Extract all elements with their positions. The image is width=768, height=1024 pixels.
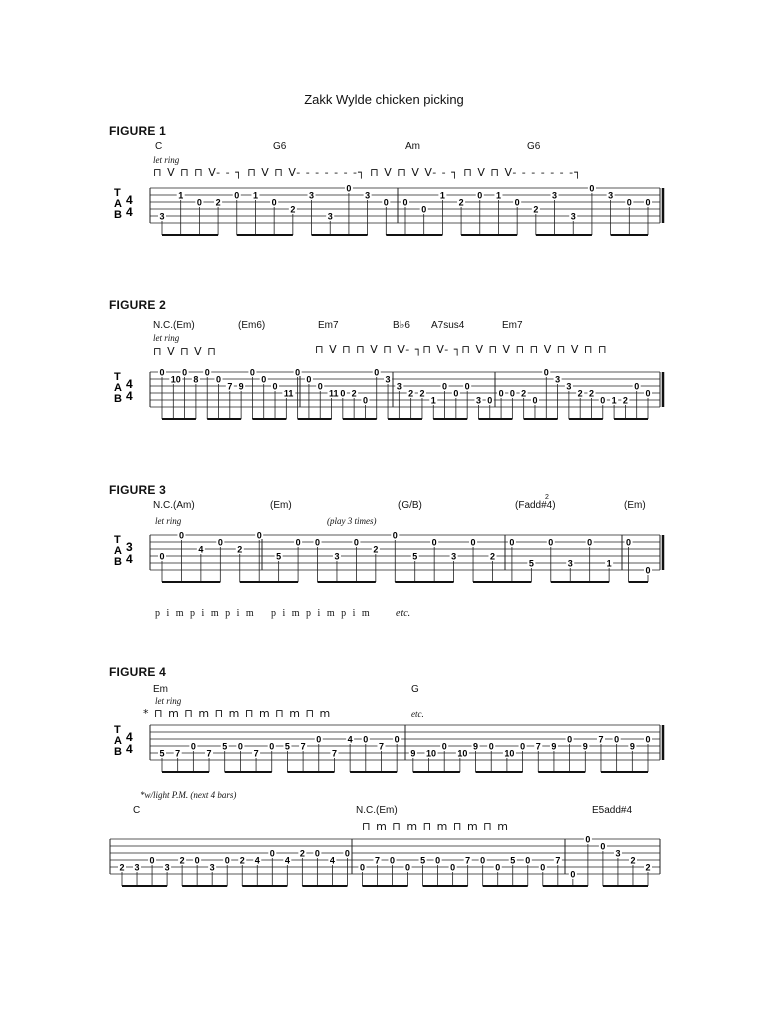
fret-number: 5 [412, 551, 418, 562]
fret-number: 0 [317, 381, 323, 392]
fret-number: 4 [198, 544, 204, 555]
fret-number: 7 [300, 741, 306, 752]
fret-number: 0 [645, 734, 651, 745]
time-signature-bottom: 4 [126, 205, 133, 219]
fret-number: 0 [532, 395, 538, 406]
fret-number: 10 [426, 748, 437, 759]
fret-number: 0 [383, 197, 389, 208]
fret-number: 1 [611, 395, 617, 406]
fret-number: 0 [421, 204, 427, 215]
fret-number: 5 [276, 551, 282, 562]
fret-number: 2 [577, 388, 583, 399]
fret-number: 0 [314, 848, 320, 859]
chord-symbol: Em7 [318, 320, 339, 331]
fret-number: 7 [175, 748, 181, 759]
fret-number: 2 [299, 848, 305, 859]
tab-staff [0, 721, 768, 791]
fret-number: 0 [237, 741, 243, 752]
figure-4 [0, 665, 768, 925]
pick-strokes: ⊓ m ⊓ m ⊓ m ⊓ m ⊓ m [362, 820, 509, 833]
fret-number: 7 [374, 855, 381, 866]
fret-number: 0 [600, 841, 606, 852]
chord-symbol: C [133, 805, 141, 816]
fret-number: 9 [473, 741, 479, 752]
fret-number: 0 [363, 734, 369, 745]
fret-number: 2 [408, 388, 414, 399]
fret-number: 10 [170, 374, 181, 385]
fret-number: 9 [629, 741, 635, 752]
chord-symbol: (Em6) [238, 320, 266, 331]
fret-number: 4 [347, 734, 353, 745]
fret-number: 0 [567, 734, 573, 745]
fret-number: 8 [193, 374, 199, 385]
fret-number: 0 [548, 537, 554, 548]
figure-label: FIGURE 3 [109, 483, 166, 497]
fret-number: 0 [431, 537, 437, 548]
fret-number: 0 [249, 367, 255, 378]
fret-number: 0 [645, 388, 651, 399]
fret-number: 2 [489, 551, 495, 562]
pick-strokes: ⊓ V ⊓ ⊓ V- - ┐ ⊓ V ⊓ V- - - - - - -┐ ⊓ V ⊓ V V- - ┐ ⊓ V ⊓ V- - - - - - -┐ [153, 166, 582, 179]
fret-number: 9 [238, 381, 244, 392]
chord-symbol: C [155, 141, 163, 152]
tab-clef-letter: A [114, 382, 122, 394]
fret-number: 3 [209, 862, 215, 873]
fret-number: 0 [441, 741, 447, 752]
fret-number: 0 [520, 741, 526, 752]
fret-number: 0 [269, 741, 275, 752]
fret-number: 7 [535, 741, 541, 752]
fret-number: 2 [419, 388, 425, 399]
fret-number: 0 [392, 530, 398, 541]
fret-number: 7 [227, 381, 233, 392]
fret-number: 0 [525, 855, 531, 866]
fret-number: 0 [570, 869, 576, 880]
figure-label: FIGURE 1 [109, 124, 166, 138]
time-signature-bottom: 4 [126, 389, 133, 403]
chord-symbol: N.C.(Em) [153, 320, 195, 331]
time-signature-top: 3 [126, 540, 133, 554]
fret-number: 3 [615, 848, 621, 859]
fret-number: 3 [451, 551, 457, 562]
fingering-pattern: p i m p i m p i m [155, 608, 256, 619]
fret-number: 3 [164, 862, 170, 873]
fret-number: 2 [119, 862, 125, 873]
fret-number: 3 [570, 211, 576, 222]
fret-number: 3 [396, 381, 402, 392]
chord-symbol: E5add#4 [592, 805, 633, 816]
fret-number: 5 [222, 741, 228, 752]
fret-number: 0 [587, 537, 593, 548]
fret-number: 7 [206, 748, 212, 759]
fret-number: 0 [374, 367, 380, 378]
fret-number: 0 [614, 734, 620, 745]
fret-number: 3 [334, 551, 340, 562]
fret-number: 0 [190, 741, 196, 752]
fret-number: 7 [555, 855, 561, 866]
time-signature-bottom: 4 [126, 742, 133, 756]
let-ring-marking: let ring [155, 696, 182, 706]
fret-number: 3 [327, 211, 333, 222]
fret-number: 0 [495, 862, 501, 873]
fret-number: 2 [239, 855, 245, 866]
let-ring-marking: let ring [153, 333, 180, 343]
fret-number: 2 [351, 388, 357, 399]
fret-number: 3 [608, 190, 614, 201]
chord-symbol: N.C.(Em) [356, 805, 398, 816]
fret-number: 0 [543, 367, 549, 378]
let-ring-marking: let ring [153, 155, 180, 165]
fret-number: 0 [453, 388, 459, 399]
fret-number: 0 [295, 367, 301, 378]
fret-number: 5 [510, 855, 516, 866]
fret-number: 0 [585, 834, 591, 845]
tab-clef-letter: T [114, 534, 121, 546]
fret-number: 9 [410, 748, 416, 759]
fret-number: 3 [555, 374, 561, 385]
pick-strokes: * ⊓ m ⊓ m ⊓ m ⊓ m ⊓ m ⊓ m [143, 707, 332, 720]
fret-number: 0 [216, 374, 222, 385]
fret-number: 3 [385, 374, 391, 385]
fret-number: 0 [344, 848, 350, 859]
chord-superscript: 2 [545, 494, 549, 501]
fret-number: 7 [378, 741, 384, 752]
fret-number: 10 [504, 748, 515, 759]
fret-number: 0 [394, 734, 400, 745]
fret-number: 0 [390, 855, 396, 866]
chord-symbol: B♭6 [393, 320, 410, 331]
fret-number: 4 [329, 855, 335, 866]
tab-clef-letter: B [114, 746, 122, 758]
fret-number: 0 [217, 537, 223, 548]
fret-number: 3 [566, 381, 572, 392]
fret-number: 9 [551, 741, 557, 752]
fret-number: 1 [439, 190, 445, 201]
time-signature-top: 4 [126, 193, 133, 207]
fret-number: 0 [149, 855, 155, 866]
fret-number: 2 [458, 197, 464, 208]
fret-number: 0 [182, 367, 188, 378]
fret-number: 2 [521, 388, 527, 399]
fret-number: 0 [626, 537, 632, 548]
tab-clef-letter: A [114, 735, 122, 747]
chord-symbol: G [411, 684, 419, 695]
tab-clef-letter: T [114, 371, 121, 383]
fret-number: 3 [552, 190, 558, 201]
fret-number: 11 [329, 388, 339, 399]
fret-number: 7 [253, 748, 259, 759]
fingering-pattern: p i m p i m p i m [271, 608, 372, 619]
fret-number: 0 [477, 190, 483, 201]
fret-number: 2 [588, 388, 595, 399]
etc-marking: etc. [396, 608, 411, 619]
fret-number: 4 [284, 855, 290, 866]
chord-symbol: Em [153, 684, 168, 695]
fret-number: 0 [159, 367, 165, 378]
time-signature-top: 4 [126, 730, 133, 744]
fret-number: 9 [582, 741, 588, 752]
fret-number: 0 [269, 848, 275, 859]
fret-number: 0 [362, 395, 368, 406]
fret-number: 0 [234, 190, 240, 201]
fret-number: 0 [464, 381, 470, 392]
fret-number: 0 [645, 565, 651, 576]
fret-number: 4 [254, 855, 260, 866]
figure-2 [0, 298, 768, 438]
fret-number: 0 [306, 374, 312, 385]
chord-symbol: (Em) [270, 500, 292, 511]
fret-number: 2 [533, 204, 539, 215]
fret-number: 3 [159, 211, 165, 222]
time-signature-top: 4 [126, 377, 133, 391]
let-ring-marking: let ring [155, 516, 182, 526]
fret-number: 0 [540, 862, 546, 873]
chord-symbol: A7sus4 [431, 320, 465, 331]
palm-mute-marking: *w/light P.M. (next 4 bars) [140, 790, 237, 800]
chord-symbol: N.C.(Am) [153, 500, 195, 511]
fret-number: 0 [159, 551, 165, 562]
fret-number: 5 [420, 855, 426, 866]
fret-number: 3 [309, 190, 315, 201]
fret-number: 3 [475, 395, 481, 406]
fret-number: 0 [645, 197, 651, 208]
fret-number: 0 [442, 381, 448, 392]
fret-number: 0 [353, 537, 359, 548]
fret-number: 0 [346, 183, 352, 194]
fret-number: 2 [290, 204, 296, 215]
fret-number: 0 [402, 197, 408, 208]
fret-number: 2 [179, 855, 185, 866]
fret-number: 0 [488, 741, 494, 752]
fret-number: 7 [598, 734, 604, 745]
fret-number: 0 [194, 855, 200, 866]
figure-3 [0, 483, 768, 628]
figure-label: FIGURE 2 [109, 298, 166, 312]
fret-number: 0 [272, 381, 278, 392]
tab-clef-letter: B [114, 209, 122, 221]
fret-number: 1 [495, 190, 501, 201]
page-title: Zakk Wylde chicken picking [304, 92, 464, 107]
fret-number: 2 [622, 395, 628, 406]
tab-clef-letter: B [114, 556, 122, 568]
etc-marking: etc. [411, 709, 424, 719]
fret-number: 0 [480, 855, 486, 866]
fret-number: 0 [514, 197, 520, 208]
tab-clef-letter: T [114, 724, 121, 736]
chord-symbol: Am [405, 141, 420, 152]
fret-number: 1 [252, 190, 258, 201]
fret-number: 0 [487, 395, 493, 406]
fret-number: 0 [316, 734, 322, 745]
fret-number: 0 [626, 197, 632, 208]
chord-symbol: (G/B) [398, 500, 422, 511]
tab-staff [0, 835, 768, 910]
fret-number: 0 [498, 388, 504, 399]
fret-number: 5 [528, 558, 534, 569]
fret-number: 7 [465, 855, 471, 866]
fret-number: 7 [331, 748, 337, 759]
fret-number: 0 [450, 862, 456, 873]
fret-number: 0 [359, 862, 365, 873]
tab-clef-letter: A [114, 545, 122, 557]
time-signature-bottom: 4 [126, 552, 133, 566]
fret-number: 1 [606, 558, 612, 569]
fret-number: 0 [435, 855, 441, 866]
fret-number: 0 [224, 855, 230, 866]
figure-1 [0, 124, 768, 254]
tab-clef-letter: A [114, 198, 122, 210]
fret-number: 0 [634, 381, 640, 392]
tab-staff [0, 531, 768, 611]
chord-symbol: G6 [527, 141, 541, 152]
fret-number: 0 [600, 395, 606, 406]
fret-number: 0 [196, 197, 202, 208]
chord-symbol: Em7 [502, 320, 523, 331]
pick-strokes: ⊓ V ⊓ V ⊓ [153, 345, 217, 358]
fret-number: 3 [365, 190, 371, 201]
tab-clef-letter: B [114, 393, 122, 405]
fret-number: 2 [645, 862, 651, 873]
chord-symbol: (Em) [624, 500, 646, 511]
fret-number: 0 [589, 183, 595, 194]
fret-number: 11 [283, 388, 294, 399]
fret-number: 0 [271, 197, 277, 208]
fret-number: 0 [509, 388, 515, 399]
fret-number: 0 [340, 388, 346, 399]
figure-label: FIGURE 4 [109, 665, 166, 679]
fret-number: 0 [315, 537, 321, 548]
fret-number: 0 [405, 862, 411, 873]
fret-number: 0 [295, 537, 301, 548]
fret-number: 0 [470, 537, 476, 548]
tab-staff [0, 368, 768, 443]
fret-number: 0 [509, 537, 515, 548]
fret-number: 2 [215, 197, 221, 208]
fret-number: 0 [178, 530, 184, 541]
chord-symbol: G6 [273, 141, 287, 152]
fret-number: 5 [159, 748, 165, 759]
fret-number: 3 [567, 558, 573, 569]
fret-number: 3 [134, 862, 140, 873]
tab-staff [0, 184, 768, 254]
fret-number: 10 [457, 748, 468, 759]
fret-number: 0 [204, 367, 210, 378]
tab-clef-letter: T [114, 187, 121, 199]
repeat-marking: (play 3 times) [327, 516, 377, 526]
fret-number: 2 [237, 544, 243, 555]
fret-number: 2 [373, 544, 379, 555]
fret-number: 1 [178, 190, 184, 201]
fret-number: 5 [284, 741, 290, 752]
fret-number: 2 [630, 855, 636, 866]
fret-number: 0 [261, 374, 267, 385]
chord-symbol: (Fadd#4) [515, 500, 556, 511]
pick-strokes: ⊓ V ⊓ ⊓ V ⊓ V- ┐⊓ V- ┐⊓ V ⊓ V ⊓ ⊓ V ⊓ V ⊓ ⊓ [315, 343, 608, 356]
fret-number: 1 [430, 395, 436, 406]
fret-number: 0 [256, 530, 262, 541]
